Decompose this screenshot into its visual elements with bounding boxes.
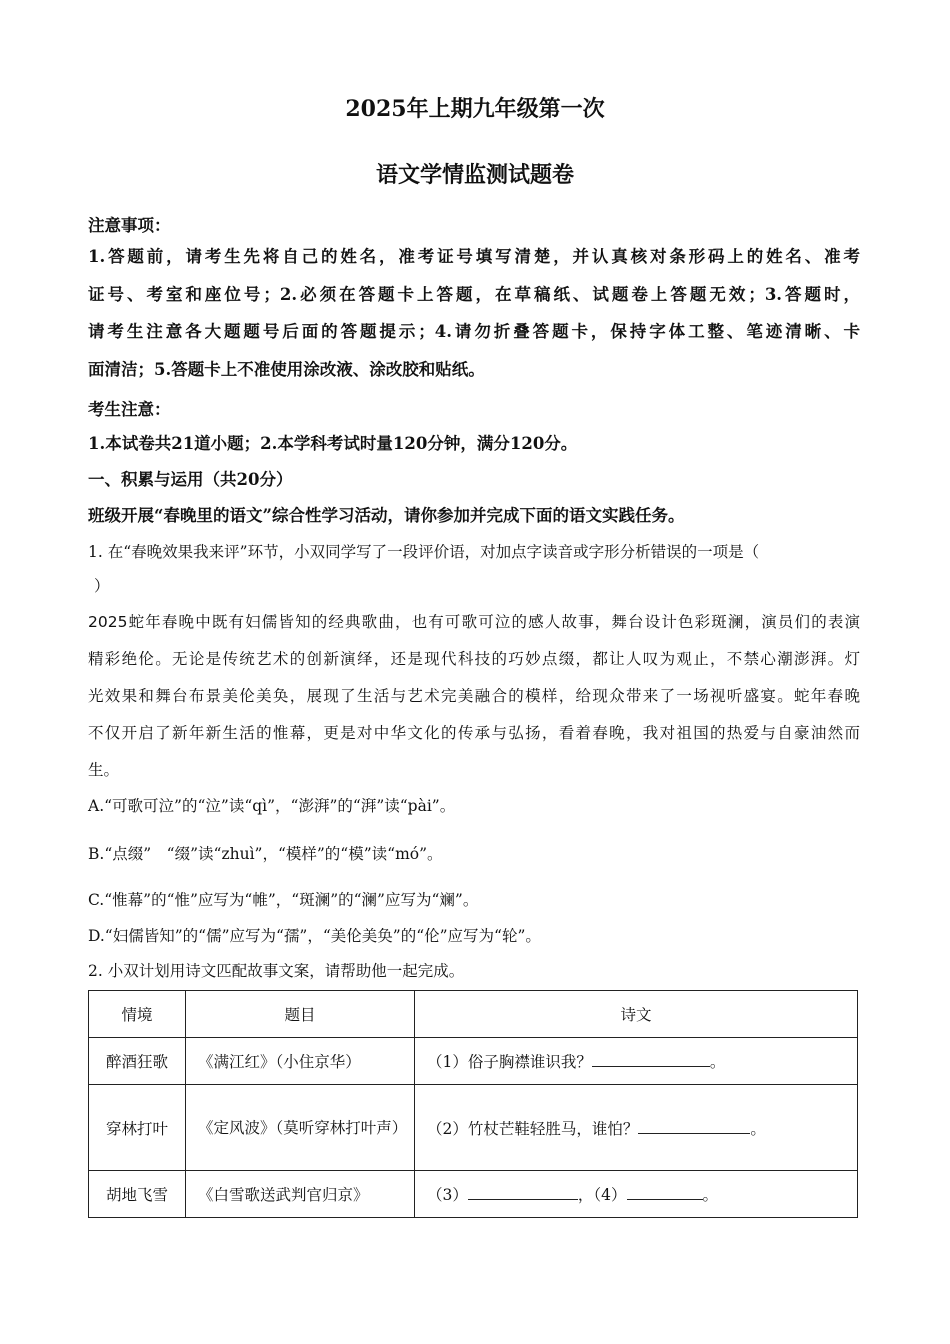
verse-text: （1）俗子胸襟谁识我？: [427, 1053, 592, 1071]
passage-line: 精彩绝伦。无论是传统艺术的创新演绎，还是现代科技的巧妙点缀，都让人叹为观止，不禁心潮澎湃。灯: [88, 650, 860, 668]
verse-end: 。: [750, 1119, 766, 1138]
q1-option-b[interactable]: B.“点缀” “缀”读“zhuì”，“模样”的“模”读“mó”。: [88, 845, 443, 863]
row-title: 《满江红》（小住京华）: [186, 1038, 415, 1085]
table-header-row: [89, 991, 858, 1038]
verse-end: 。: [702, 1186, 719, 1204]
answer-blank-4[interactable]: [627, 1183, 703, 1200]
section-heading: 一、积累与运用（共20分）: [88, 470, 293, 489]
table-row: [89, 1171, 858, 1218]
passage-line: 2025蛇年春晚中既有妇儒皆知的经典歌曲，也有可歌可泣的感人故事，舞台设计色彩斑澜，演员们的表演: [88, 613, 860, 631]
row-verse: [415, 1085, 858, 1171]
row-verse: [415, 1038, 858, 1085]
table-row: [89, 1085, 858, 1171]
q2-stem: 2. 小双计划用诗文匹配故事文案，请帮助他一起完成。: [88, 962, 465, 980]
passage-line: 生。: [88, 761, 120, 779]
poem-table: [88, 990, 858, 1218]
notice-line: 面清洁；5.答题卡上不准使用涂改液、涂改胶和贴纸。: [88, 359, 485, 379]
q1-stem-paren: ）: [94, 577, 110, 595]
verse-text: （2）竹杖芒鞋轻胜马，谁怕？: [427, 1119, 639, 1138]
passage-line: 不仅开启了新年新生活的惟幕，更是对中华文化的传承与弘扬，看着春晚，我对祖国的热爱与自豪油然而: [88, 724, 860, 742]
row-scene: 穿林打叶: [89, 1085, 186, 1171]
notice-heading: 注意事项：: [88, 216, 171, 235]
answer-blank-2[interactable]: [638, 1117, 750, 1134]
answer-blank-3[interactable]: [468, 1183, 578, 1200]
header-scene: 情境: [89, 991, 186, 1038]
verse-end: 。: [709, 1053, 726, 1071]
section-intro: 班级开展“春晚里的语文”综合性学习活动，请你参加并完成下面的语文实践任务。: [88, 506, 685, 525]
passage-line: 光效果和舞台布景美伦美奂，展现了生活与艺术完美融合的模样，给现众带来了一场视听盛宴。蛇年春晚: [88, 687, 860, 705]
notice-body: [88, 238, 860, 388]
row-title: 《定风波》（莫听穿林打叶声）: [186, 1085, 415, 1171]
row-title: 《白雪歌送武判官归京》: [186, 1171, 415, 1218]
q1-option-d[interactable]: D.“妇儒皆知”的“儒”应写为“孺”，“美伦美奂”的“伦”应写为“轮”。: [88, 927, 541, 945]
answer-blank-1[interactable]: [592, 1050, 710, 1067]
candidate-heading: 考生注意：: [88, 400, 171, 419]
header-verse: 诗文: [415, 991, 858, 1038]
header-title: 题目: [186, 991, 415, 1038]
q1-option-c[interactable]: C.“惟幕”的“惟”应写为“帷”，“斑澜”的“澜”应写为“斓”。: [88, 891, 479, 909]
q1-stem: 1. 在“春晚效果我来评”环节，小双同学写了一段评价语，对加点字读音或字形分析错误的一项是（: [88, 543, 760, 561]
notice-line: 请考生注意各大题题号后面的答题提示；4.请勿折叠答题卡，保持字体工整、笔迹清晰、卡: [88, 322, 860, 341]
table-row: [89, 1038, 858, 1085]
exam-title-line1: 2025年上期九年级第一次: [345, 96, 605, 122]
candidate-text: 1.本试卷共21道小题；2.本学科考试时量120分钟，满分120分。: [88, 434, 578, 453]
notice-line: 证号、考室和座位号；2.必须在答题卡上答题，在草稿纸、试题卷上答题无效；3.答题时，: [88, 284, 860, 304]
q1-passage: [88, 604, 860, 789]
verse-text: （3）: [427, 1186, 468, 1204]
notice-line: 1.答题前，请考生先将自己的姓名，准考证号填写清楚，并认真核对条形码上的姓名、准考: [88, 247, 860, 266]
row-scene: 胡地飞雪: [89, 1171, 186, 1218]
verse-mid: ，（4）: [577, 1186, 627, 1204]
row-scene: 醉酒狂歌: [89, 1038, 186, 1085]
q1-option-a[interactable]: A.“可歌可泣”的“泣”读“qì”，“澎湃”的“湃”读“pài”。: [88, 797, 456, 815]
exam-title-line2: 语文学情监测试题卷: [375, 162, 574, 188]
row-verse: [415, 1171, 858, 1218]
